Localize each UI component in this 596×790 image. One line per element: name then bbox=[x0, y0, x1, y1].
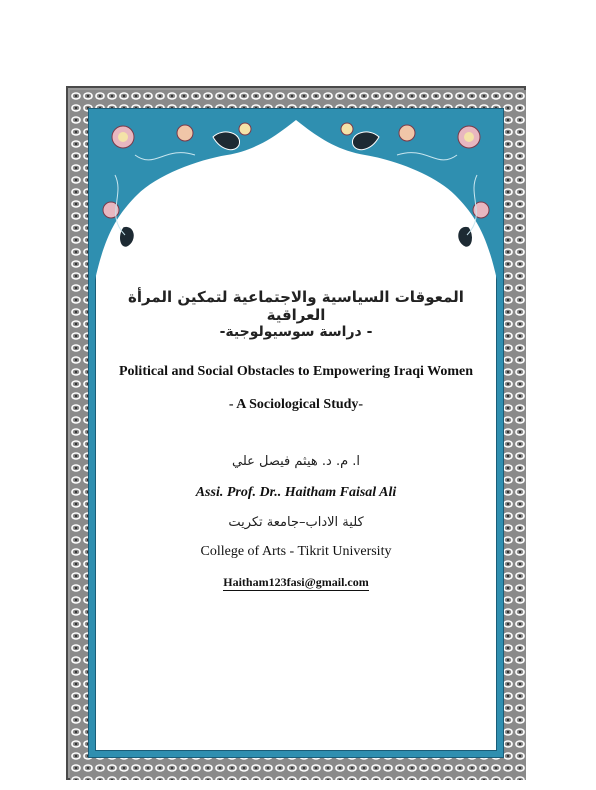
email-link[interactable]: Haitham123fasi@gmail.com bbox=[223, 575, 369, 589]
arabic-title: المعوقات السياسية والاجتماعية لتمكين المرأة العراقية bbox=[128, 288, 464, 324]
english-affiliation: College of Arts - Tikrit University bbox=[200, 544, 392, 559]
english-author: Assi. Prof. Dr.. Haitham Faisal Ali bbox=[195, 485, 397, 500]
english-subtitle: - A Sociological Study- bbox=[228, 397, 364, 412]
arabic-subtitle: - دراسة سوسيولوجية- bbox=[219, 324, 373, 340]
arabic-affiliation: كلية الاداب–جامعة تكريت bbox=[228, 515, 364, 530]
english-title: Political and Social Obstacles to Empowering Iraqi Women bbox=[118, 364, 474, 379]
arabic-author: ا. م. د. هيثم فيصل علي bbox=[231, 454, 360, 469]
email-container bbox=[100, 575, 492, 590]
floral-arch-ornament bbox=[95, 115, 497, 280]
